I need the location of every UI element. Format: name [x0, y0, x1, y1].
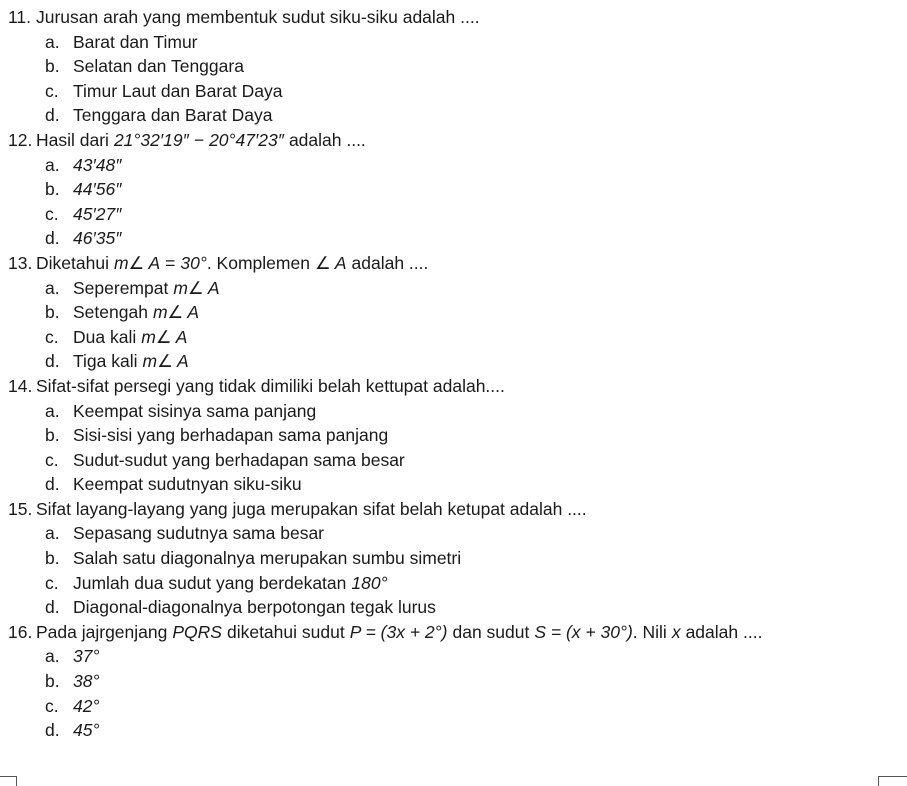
option-d[interactable] [45, 472, 898, 497]
option-c[interactable] [45, 448, 898, 473]
option-math: 45° [73, 720, 100, 741]
option-c[interactable] [45, 694, 898, 719]
option-text: Barat dan Timur [73, 31, 198, 52]
math-angle-symbol: ∠ A [314, 252, 347, 273]
option-math: m∠ A [152, 302, 200, 323]
option-letter: a. [45, 523, 60, 544]
option-math: 38° [73, 671, 100, 692]
option-letter: b. [45, 425, 60, 446]
option-a[interactable] [45, 644, 898, 669]
option-math: 180° [351, 572, 388, 593]
option-b[interactable] [45, 423, 898, 448]
option-letter: d. [45, 597, 60, 618]
option-text: Sepasang sudutnya sama besar [73, 523, 324, 544]
question-12 [8, 128, 898, 251]
option-text: Salah satu diagonalnya merupakan sumbu simetri [73, 548, 462, 569]
option-c[interactable] [45, 202, 898, 227]
option-math: 43′48″ [73, 154, 122, 175]
option-letter: a. [45, 31, 60, 52]
option-letter: c. [45, 326, 59, 347]
option-letter: b. [45, 548, 60, 569]
question-text: Jurusan arah yang membentuk sudut siku-siku adalah .... [36, 7, 480, 27]
question-text-mid1: diketahui sudut [226, 621, 345, 642]
option-text: Timur Laut dan Barat Daya [73, 80, 283, 101]
question-text: Sifat layang-layang yang juga merupakan sifat belah ketupat adalah .... [36, 498, 587, 519]
question-text-mid2: dan sudut [452, 621, 530, 642]
math-expr-right: 20°47′23″ [209, 129, 284, 150]
option-math: 37° [73, 646, 100, 667]
option-math: 45′27″ [73, 203, 122, 224]
option-text: Dua kali [73, 326, 137, 347]
question-stem [8, 251, 898, 276]
option-text: Selatan dan Tenggara [73, 56, 244, 77]
option-c[interactable] [45, 571, 898, 596]
option-a[interactable] [45, 30, 898, 55]
question-text-after: adalah .... [685, 621, 763, 642]
math-var-x: x [671, 621, 681, 642]
option-letter: d. [45, 351, 60, 372]
option-letter: d. [45, 474, 60, 495]
option-math: m∠ A [141, 326, 188, 347]
math-shape-name: PQRS [172, 621, 222, 642]
option-letter: a. [45, 646, 60, 667]
option-a[interactable] [45, 276, 898, 301]
option-a[interactable] [45, 153, 898, 178]
option-b[interactable] [45, 300, 898, 325]
option-math: 44′56″ [73, 179, 122, 200]
option-letter: c. [45, 572, 59, 593]
math-minus: − [193, 129, 205, 150]
option-letter: b. [45, 179, 60, 200]
question-13 [8, 251, 898, 374]
option-math: m∠ A [173, 277, 220, 298]
option-text: Tiga kali [73, 351, 138, 372]
math-expr-s: S = (x + 30°) [534, 621, 633, 642]
option-b[interactable] [45, 54, 898, 79]
option-a[interactable] [45, 521, 898, 546]
question-text: Sifat-sifat persegi yang tidak dimiliki belah kettupat adalah.... [36, 375, 505, 396]
math-expr-p: P = (3x + 2°) [349, 621, 448, 642]
question-number: 15. [8, 498, 33, 519]
option-text: Keempat sisinya sama panjang [73, 400, 317, 421]
question-14 [8, 374, 898, 497]
question-stem [8, 5, 898, 30]
option-c[interactable] [45, 325, 898, 350]
question-text-after: adalah .... [351, 252, 429, 273]
option-math: 46′35″ [73, 228, 122, 249]
option-text: Tenggara dan Barat Daya [73, 105, 273, 126]
option-letter: a. [45, 400, 60, 421]
option-text: Setengah [73, 302, 148, 323]
question-number: 13. [8, 252, 33, 273]
option-letter: c. [45, 695, 59, 716]
option-b[interactable] [45, 546, 898, 571]
option-b[interactable] [45, 177, 898, 202]
option-text: Seperempat [73, 277, 169, 298]
question-text-after: adalah .... [288, 129, 366, 150]
option-d[interactable] [45, 718, 898, 743]
question-stem [8, 374, 898, 399]
option-letter: c. [45, 449, 59, 470]
question-text-mid: . Komplemen [206, 252, 310, 273]
question-number: 14. [8, 375, 33, 396]
option-letter: a. [45, 154, 60, 175]
option-d[interactable] [45, 595, 898, 620]
option-letter: c. [45, 80, 59, 101]
question-15 [8, 497, 898, 620]
option-letter: b. [45, 302, 60, 323]
question-text-mid3: . Nili [632, 621, 667, 642]
math-equals: = [165, 252, 176, 273]
question-number: 11. [8, 7, 32, 27]
option-a[interactable] [45, 399, 898, 424]
option-c[interactable] [45, 79, 898, 104]
page-corner-mark-right [878, 776, 907, 786]
option-d[interactable] [45, 349, 898, 374]
option-text: Keempat sudutnyan siku-siku [73, 474, 302, 495]
page-corner-mark-left [0, 776, 17, 786]
option-b[interactable] [45, 669, 898, 694]
question-number: 12. [8, 129, 33, 150]
question-stem [8, 620, 898, 645]
math-angle-value: 30° [180, 252, 207, 273]
option-d[interactable] [45, 226, 898, 251]
option-text: Sisi-sisi yang berhadapan sama panjang [73, 425, 389, 446]
option-text: Sudut-sudut yang berhadapan sama besar [73, 449, 405, 470]
question-stem [8, 128, 898, 153]
question-text-before: Hasil dari [36, 129, 109, 150]
question-stem [8, 497, 898, 522]
option-text: Jumlah dua sudut yang berdekatan [73, 572, 347, 593]
option-letter: d. [45, 720, 60, 741]
option-letter: c. [45, 203, 59, 224]
question-number: 16. [8, 621, 33, 642]
worksheet-page [8, 5, 898, 743]
option-letter: a. [45, 277, 60, 298]
question-text-before: Diketahui [36, 252, 109, 273]
question-text-before: Pada jajrgenjang [36, 621, 168, 642]
option-text: Diagonal-diagonalnya berpotongan tegak lurus [73, 597, 436, 618]
option-math: 42° [73, 695, 100, 716]
question-11 [8, 5, 898, 128]
math-angle-expr: m∠ A [113, 252, 161, 273]
option-d[interactable] [45, 103, 898, 128]
option-letter: b. [45, 56, 60, 77]
math-expr-left: 21°32′19″ [113, 129, 189, 150]
option-math: m∠ A [142, 351, 189, 372]
option-letter: b. [45, 671, 60, 692]
option-letter: d. [45, 228, 60, 249]
option-letter: d. [45, 105, 60, 126]
question-16 [8, 620, 898, 743]
